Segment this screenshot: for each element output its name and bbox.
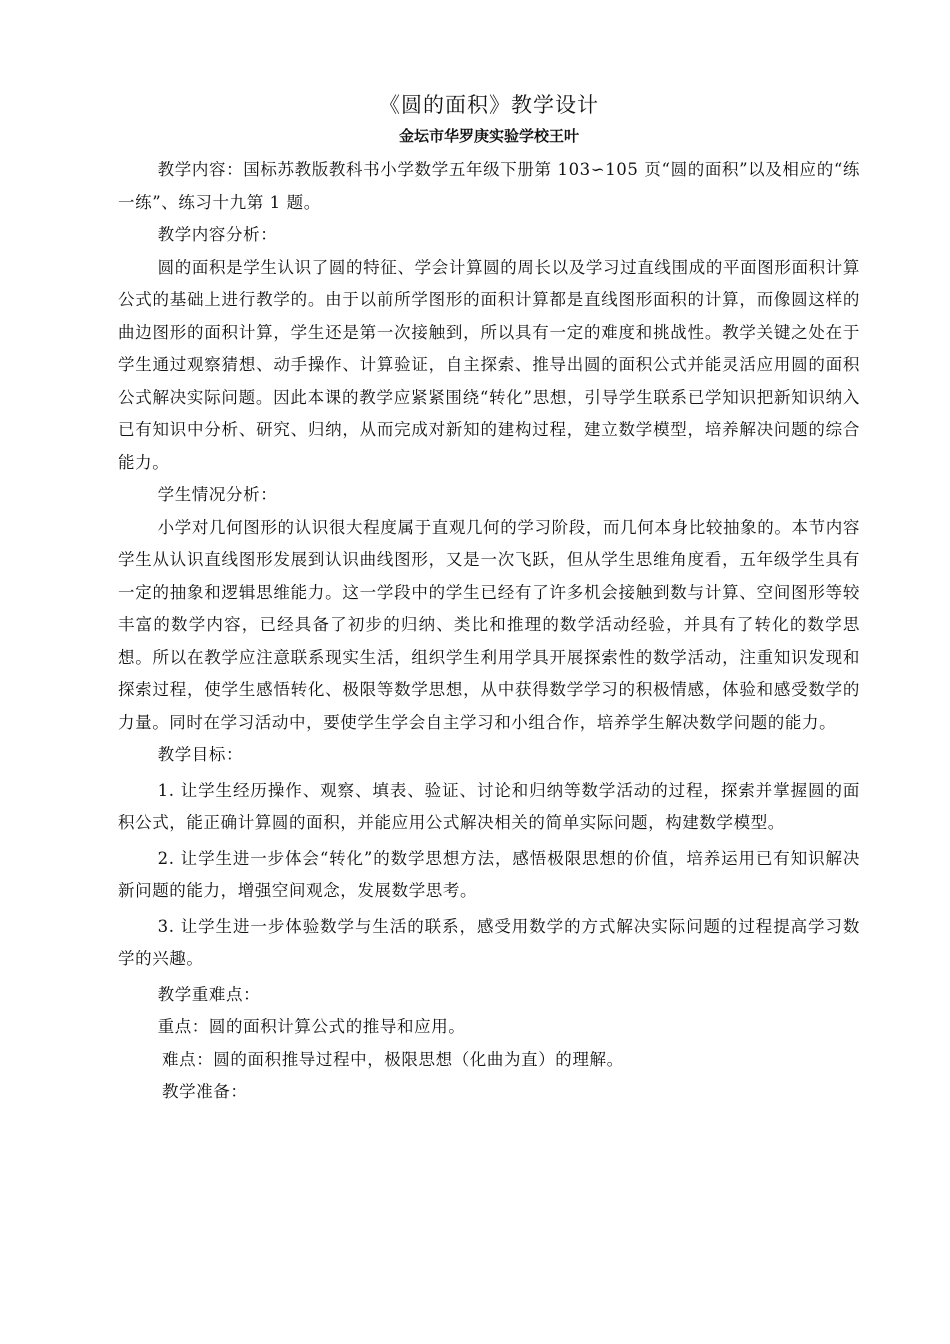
document-page — [118, 88, 860, 1109]
document-author: 金坛市华罗庚实验学校王叶 — [398, 127, 579, 145]
preparation-heading: 教学准备： — [162, 1082, 248, 1101]
goal-item: 3. 让学生进一步体验数学与生活的联系，感受用数学的方式解决实际问题的过程提高学习数学的兴趣。 — [118, 916, 860, 968]
key-point: 重点：圆的面积计算公式的推导和应用。 — [157, 1017, 466, 1036]
student-analysis-heading: 学生情况分析： — [157, 485, 278, 504]
content-analysis-paragraph: 圆的面积是学生认识了圆的特征、学会计算圆的周长以及学习过直线围成的平面图形面积计算公式的基础上进行教学的。由于以前所学图形的面积计算都是直线图形面积的计算，而像圆这样的曲边图形的面积计算，学生还是第一次接触到，所以具有一定的难度和挑战性。教学关键之处在于学生通过观察猜想、动手操作、计算验证，自主探索、推导出圆的面积公式并能灵活应用圆的面积公式解决实际问题。因此本课的教学应紧紧围绕“转化”思想，引导学生联系已学知识把新知识纳入已有知识中分析、研究、归纳，从而完成对新知的建构过程，建立数学模型，培养解决问题的综合能力。 — [118, 257, 860, 472]
key-difficult-heading: 教学重难点： — [157, 984, 261, 1004]
student-analysis-paragraph: 小学对几何图形的认识很大程度属于直观几何的学习阶段，而几何本身比较抽象的。本节内容学生从认识直线图形发展到认识曲线图形，又是一次飞跃，但从学生思维角度看，五年级学生具有一定的抽象和逻辑思维能力。这一学段中的学生已经有了许多机会接触到数与计算、空间图形等较丰富的数学内容，已经具备了初步的归纳、类比和推理的数学活动经验，并具有了转化的数学思想。所以在教学应注意联系现实生活，组织学生利用学具开展探索性的数学活动，注重知识发现和探索过程，使学生感悟转化、极限等数学思想，从中获得数学学习的积极情感，体验和感受数学的力量。同时在学习活动中，要使学生学会自主学习和小组合作，培养学生解决数学问题的能力。 — [118, 517, 860, 732]
content-analysis-heading: 教学内容分析： — [157, 225, 278, 244]
goal-item: 1. 让学生经历操作、观察、填表、验证、讨论和归纳等数学活动的过程，探索并掌握圆的面积公式，能正确计算圆的面积，并能应用公式解决相关的简单实际问题，构建数学模型。 — [118, 780, 860, 832]
difficult-point: 难点：圆的面积推导过程中，极限思想（化曲为直）的理解。 — [162, 1049, 624, 1069]
goals-heading: 教学目标： — [157, 745, 244, 764]
goal-item: 2. 让学生进一步体会“转化”的数学思想方法，感悟极限思想的价值，培养运用已有知识解决新问题的能力，增强空间观念，发展数学思考。 — [118, 848, 860, 900]
document-title: 《圆的面积》教学设计 — [379, 93, 599, 117]
teaching-content-paragraph: 教学内容：国标苏教版教科书小学数学五年级下册第 103∽105 页“圆的面积”以及相应的“练一练”、练习十九第 1 题。 — [118, 160, 860, 212]
